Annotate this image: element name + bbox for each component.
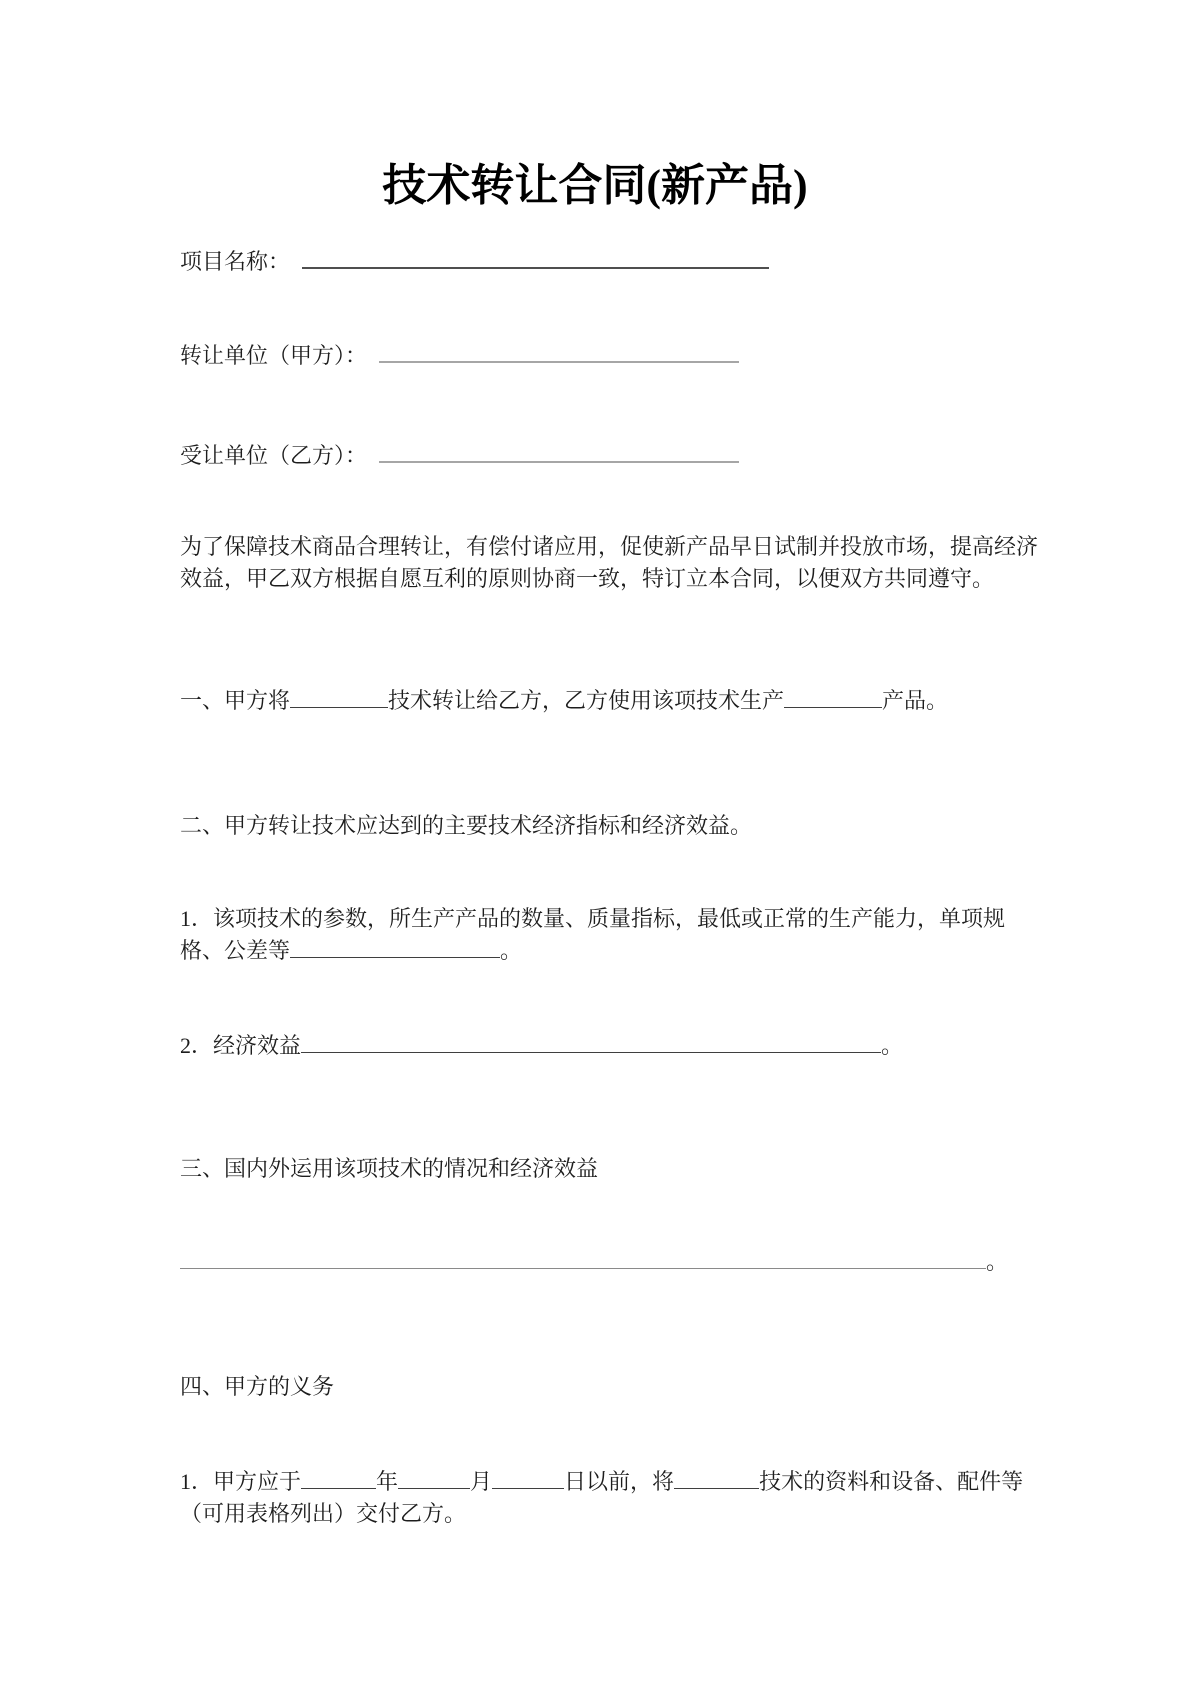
clause-text: 1．甲方应于 [180,1469,302,1494]
clause-4-item-1 [180,1466,1040,1530]
blank-fill-line [398,1468,470,1489]
blank-fill-line [301,1032,881,1053]
document-title: 技术转让合同(新产品) [382,161,808,210]
clause-text: 。 [986,1249,1009,1274]
clause-text: 年 [376,1469,399,1494]
blank-fill-line [301,1468,376,1489]
clause-text: 。 [881,1033,904,1058]
clause-text: 一、甲方将 [180,688,291,713]
transferee-label: 受让单位（乙方）： [180,443,368,468]
clause-text: 月 [470,1469,493,1494]
clause-text: 1．该项技术的参数，所生产产品的数量、质量指标，最低或正常的生产能力，单项规格、公差等 [180,906,1006,963]
clause-text: 二、甲方转让技术应达到的主要技术经济指标和经济效益。 [180,813,753,838]
blank-fill-line [290,687,388,708]
project-name-blank-line [302,247,769,269]
blank-fill-line [492,1468,564,1489]
blank-fill-line [784,687,882,708]
clause-text: 2．经济效益 [180,1033,302,1058]
clause-1-line [180,685,1040,717]
transferor-label: 转让单位（甲方）： [180,343,368,368]
field-project-name [180,246,1040,278]
blank-fill-line [180,1248,986,1269]
clause-text: 。 [500,938,523,963]
transferor-blank-line [379,341,739,363]
project-name-label: 项目名称： [180,249,291,274]
clause-text: 技术转让给乙方，乙方使用该项技术生产 [388,688,785,713]
blank-fill-line [674,1468,759,1489]
field-transferee [180,440,1040,472]
blank-fill-line [290,937,500,958]
clause-2-item-1 [180,903,1040,967]
preamble-paragraph: 为了保障技术商品合理转让，有偿付诸应用，促使新产品早日试制并投放市场，提高经济效益，甲乙双方根据自愿互利的原则协商一致，特订立本合同，以便双方共同遵守。 [180,534,1039,591]
clause-text: 三、国内外运用该项技术的情况和经济效益 [180,1156,599,1181]
clause-text: 产品。 [882,688,949,713]
clause-text: 四、甲方的义务 [180,1374,335,1399]
clause-text: 日以前，将 [564,1469,675,1494]
transferee-blank-line [379,441,739,463]
clause-2-item-2 [180,1030,1040,1062]
clause-2-line [180,810,1040,842]
clause-3-line [180,1153,1040,1185]
clause-text: 技术的资料和设备、配件等（可用表格列出）交付乙方。 [180,1469,1024,1526]
clause-3-blank-line [180,1246,1040,1278]
field-transferor [180,340,1040,372]
clause-4-line [180,1371,1040,1403]
